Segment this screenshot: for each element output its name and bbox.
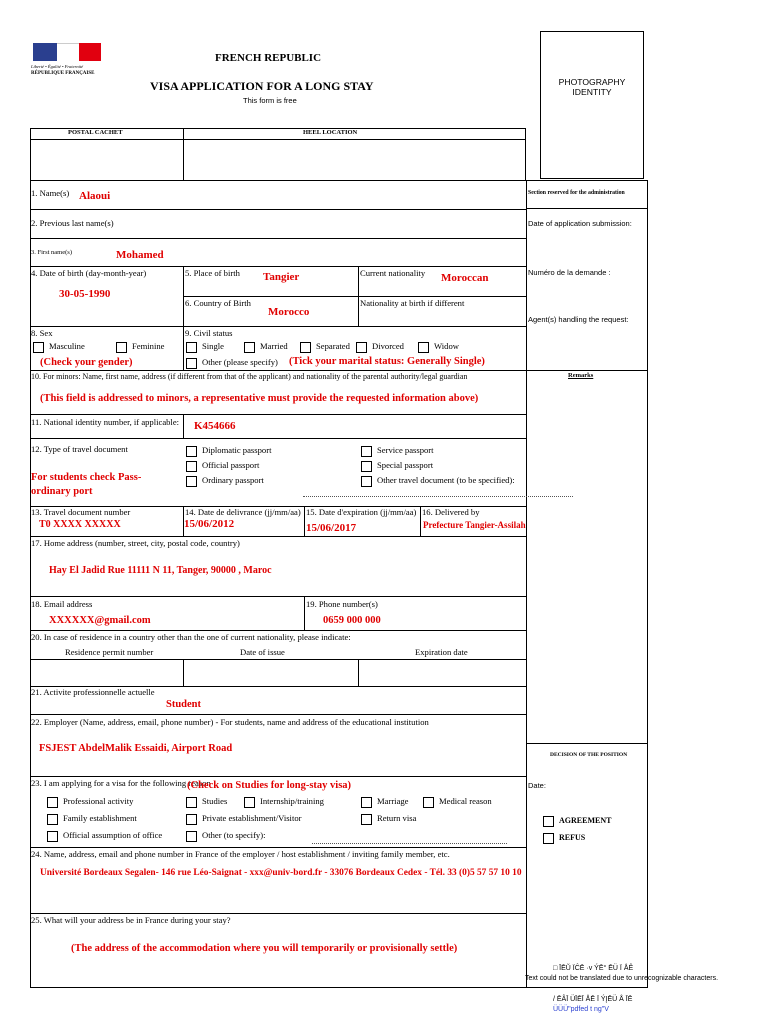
refus-option[interactable]: REFUS <box>543 832 585 844</box>
f24-label: 24. Name, address, email and phone number in France of the employer / host establishment / inviting family member, etc. <box>31 849 450 859</box>
other-status-checkbox[interactable] <box>186 358 197 369</box>
f21-label: 21. Activite professionnelle actuelle <box>31 687 155 697</box>
doc-diplomatic-option[interactable]: Diplomatic passport <box>186 444 271 457</box>
f2-label: 2. Previous last name(s) <box>31 218 114 228</box>
f4-birthdate-value[interactable]: 30-05-1990 <box>59 288 111 300</box>
f12-note-line1: For students check Pass- <box>31 472 142 483</box>
admin-section-title: Section reserved for the administration <box>528 190 625 196</box>
other-reason-checkbox[interactable] <box>186 831 197 842</box>
status-widow-option[interactable]: Widow <box>418 340 459 353</box>
admin-decision: DECISION OF THE POSITION <box>550 752 628 758</box>
f10-label: 10. For minors: Name, first name, address (if different from that of the applicant) and nationality of the parental authority/legal guardian <box>31 372 468 381</box>
logo-motto: Liberté • Égalité • Fraternité <box>31 64 84 69</box>
footer-garbled-line2: / ĒÂĪ ÜĪĒĪ ÅĒ Ï ÝĮĒÜ Å ĪĒ <box>553 996 633 1003</box>
f22-employer-value[interactable]: FSJEST AbdelMalik Essaidi, Airport Road <box>39 743 233 754</box>
f16-deliveredby-value[interactable]: Prefecture Tangier-Assilah <box>423 520 526 530</box>
other-doc-dotted-line <box>303 496 573 497</box>
f11-id-value[interactable]: K454666 <box>194 420 236 432</box>
form-frame <box>30 180 648 988</box>
widow-checkbox[interactable] <box>418 342 429 353</box>
private-checkbox[interactable] <box>186 814 197 825</box>
f16-label: 16. Delivered by <box>422 507 480 517</box>
status-other-option[interactable]: Other (please specify) <box>186 356 278 369</box>
admin-agent: Agent(s) handling the request: <box>528 315 629 324</box>
footer-untranslated-note: Text could not be translated due to unrecognizable characters. <box>525 975 719 982</box>
f12-label: 12. Type of travel document <box>31 444 128 454</box>
f3-label: 3. First name(s) <box>31 249 72 256</box>
logo-republique: RÉPUBLIQUE FRANÇAISE <box>31 71 95 76</box>
doc-ordinary-option[interactable]: Ordinary passport <box>186 474 264 487</box>
diplomatic-checkbox[interactable] <box>186 446 197 457</box>
f20-expiry-header: Expiration date <box>415 647 468 657</box>
f12-note-line2: ordinary port <box>31 486 93 497</box>
f6-birthcountry-value[interactable]: Morocco <box>268 306 310 318</box>
masculine-checkbox[interactable] <box>33 342 44 353</box>
reason-other-option[interactable]: Other (to specify): <box>186 829 265 842</box>
status-single-option[interactable]: Single <box>186 340 224 353</box>
reason-office-option[interactable]: Official assumption of office <box>47 829 162 842</box>
status-separated-option[interactable]: Separated <box>300 340 350 353</box>
reason-studies-option[interactable]: Studies <box>186 795 227 808</box>
f7-nationality-value[interactable]: Moroccan <box>441 272 489 284</box>
marianne-profile <box>57 43 79 61</box>
form-free-note: This form is free <box>243 96 297 105</box>
admin-request-number: Numéro de la demande : <box>528 268 611 277</box>
marriage-checkbox[interactable] <box>361 797 372 808</box>
f14-label: 14. Date de delivrance (jj/mm/aa) <box>185 507 301 517</box>
f8-label: 8. Sex <box>31 328 53 338</box>
f17-address-value[interactable]: Hay El Jadid Rue 11111 N 11, Tanger, 90000 , Maroc <box>49 565 272 576</box>
reason-return-option[interactable]: Return visa <box>361 812 416 825</box>
heel-location-label: HEEL LOCATION <box>303 129 358 136</box>
doc-special-option[interactable]: Special passport <box>361 459 433 472</box>
sex-feminine-option[interactable]: Feminine <box>116 340 164 353</box>
reason-family-option[interactable]: Family establishment <box>47 812 137 825</box>
service-checkbox[interactable] <box>361 446 372 457</box>
admin-date: Date: <box>528 781 546 790</box>
separated-checkbox[interactable] <box>300 342 311 353</box>
f4-label: 4. Date of birth (day-month-year) <box>31 268 147 278</box>
married-checkbox[interactable] <box>244 342 255 353</box>
family-checkbox[interactable] <box>47 814 58 825</box>
reason-professional-option[interactable]: Professional activity <box>47 795 133 808</box>
reason-private-option[interactable]: Private establishment/Visitor <box>186 812 302 825</box>
status-divorced-option[interactable]: Divorced <box>356 340 404 353</box>
office-checkbox[interactable] <box>47 831 58 842</box>
official-checkbox[interactable] <box>186 461 197 472</box>
f18-label: 18. Email address <box>31 599 93 609</box>
f19-label: 19. Phone number(s) <box>306 599 378 609</box>
f11-label: 11. National identity number, if applicable: <box>31 417 180 427</box>
f9-note: (Tick your marital status: Generally Single) <box>289 356 485 367</box>
admin-remarks: Remarks <box>568 372 594 379</box>
sex-masculine-option[interactable]: Masculine <box>33 340 85 353</box>
footer-garbled-line1: □ ĪĒŬ ÏĈĒ ·v ÝĒ° ĒÜ Ï ÅÊ <box>553 965 634 972</box>
f23-label: 23. I am applying for a visa for the following reason <box>31 778 211 788</box>
divorced-checkbox[interactable] <box>356 342 367 353</box>
status-married-option[interactable]: Married <box>244 340 288 353</box>
f7-label: Current nationality <box>360 268 426 278</box>
doc-other-option[interactable]: Other travel document (to be specified): <box>361 474 515 487</box>
internship-checkbox[interactable] <box>244 797 255 808</box>
f15-expiry-value[interactable]: 15/06/2017 <box>306 522 357 534</box>
flag-red-band <box>79 43 101 61</box>
f15-label: 15. Date d'expiration (jj/mm/aa) <box>306 507 417 517</box>
f23-note: (Check on Studies for long-stay visa) <box>187 780 352 791</box>
professional-checkbox[interactable] <box>47 797 58 808</box>
agreement-option[interactable]: AGREEMENT <box>543 815 611 827</box>
republic-heading: FRENCH REPUBLIC <box>215 52 322 64</box>
reason-medical-option[interactable]: Medical reason <box>423 795 492 808</box>
f1-label: 1. Name(s) <box>31 188 70 198</box>
refus-checkbox[interactable] <box>543 833 554 844</box>
f3-firstname-value[interactable]: Mohamed <box>116 249 164 261</box>
footer-garbled-line3: ÜÜÜ"pdfed t ng"V <box>553 1006 609 1013</box>
feminine-checkbox[interactable] <box>116 342 127 353</box>
special-checkbox[interactable] <box>361 461 372 472</box>
reason-internship-option[interactable]: Internship/training <box>244 795 324 808</box>
f21-activity-value[interactable]: Student <box>166 699 202 710</box>
return-visa-checkbox[interactable] <box>361 814 372 825</box>
f25-label: 25. What will your address be in France during your stay? <box>31 915 231 925</box>
f6-label: 6. Country of Birth <box>185 298 251 308</box>
flag-blue-band <box>33 43 57 61</box>
f20-issue-header: Date of issue <box>240 647 285 657</box>
photo-box <box>540 31 644 179</box>
f8-note: (Check your gender) <box>40 357 133 368</box>
ordinary-checkbox[interactable] <box>186 476 197 487</box>
medical-checkbox[interactable] <box>423 797 434 808</box>
f25-note: (The address of the accommodation where you will temporarily or provisionally settle) <box>71 943 458 954</box>
f5-birthplace-value[interactable]: Tangier <box>263 271 300 283</box>
form-title: VISA APPLICATION FOR A LONG STAY <box>150 79 374 93</box>
studies-checkbox[interactable] <box>186 797 197 808</box>
f7b-label: Nationality at birth if different <box>360 298 465 308</box>
other-reason-dotted-line <box>312 843 507 844</box>
f5-label: 5. Place of birth <box>185 268 240 278</box>
republic-logo <box>31 42 103 84</box>
other-doc-checkbox[interactable] <box>361 476 372 487</box>
reason-marriage-option[interactable]: Marriage <box>361 795 409 808</box>
f22-label: 22. Employer (Name, address, email, phone number) - For students, name and address of the educational institution <box>31 717 429 727</box>
f13-label: 13. Travel document number <box>31 507 131 517</box>
f10-note: (This field is addressed to minors, a representative must provide the requested information above) <box>40 393 479 404</box>
agreement-checkbox[interactable] <box>543 816 554 827</box>
doc-official-option[interactable]: Official passport <box>186 459 259 472</box>
single-checkbox[interactable] <box>186 342 197 353</box>
f20-label: 20. In case of residence in a country other than the one of current nationality, please indicate: <box>31 632 351 642</box>
f9-label: 9. Civil status <box>185 328 233 338</box>
admin-submission-date: Date of application submission: <box>528 219 632 228</box>
f20-permit-header: Residence permit number <box>65 647 154 657</box>
f24-host-value[interactable]: Université Bordeaux Segalen- 146 rue Léo-Saignat - xxx@univ-bord.fr - 33076 Bordeaux Cedex - Tél. 33 (0)5 57 57 10 10 <box>40 868 522 878</box>
f13-docnumber-value[interactable]: T0 XXXX XXXXX <box>39 519 121 530</box>
photo-label: PHOTOGRAPHY IDENTITY <box>558 77 626 97</box>
f18-email-value[interactable]: XXXXXX@gmail.com <box>49 615 151 626</box>
doc-service-option[interactable]: Service passport <box>361 444 434 457</box>
f19-phone-value[interactable]: 0659 000 000 <box>323 615 381 626</box>
f17-label: 17. Home address (number, street, city, postal code, country) <box>31 538 240 548</box>
f1-name-value[interactable]: Alaoui <box>79 190 111 202</box>
postal-cachet-label: POSTAL CACHET <box>68 129 123 136</box>
f14-issue-value[interactable]: 15/06/2012 <box>184 518 235 530</box>
